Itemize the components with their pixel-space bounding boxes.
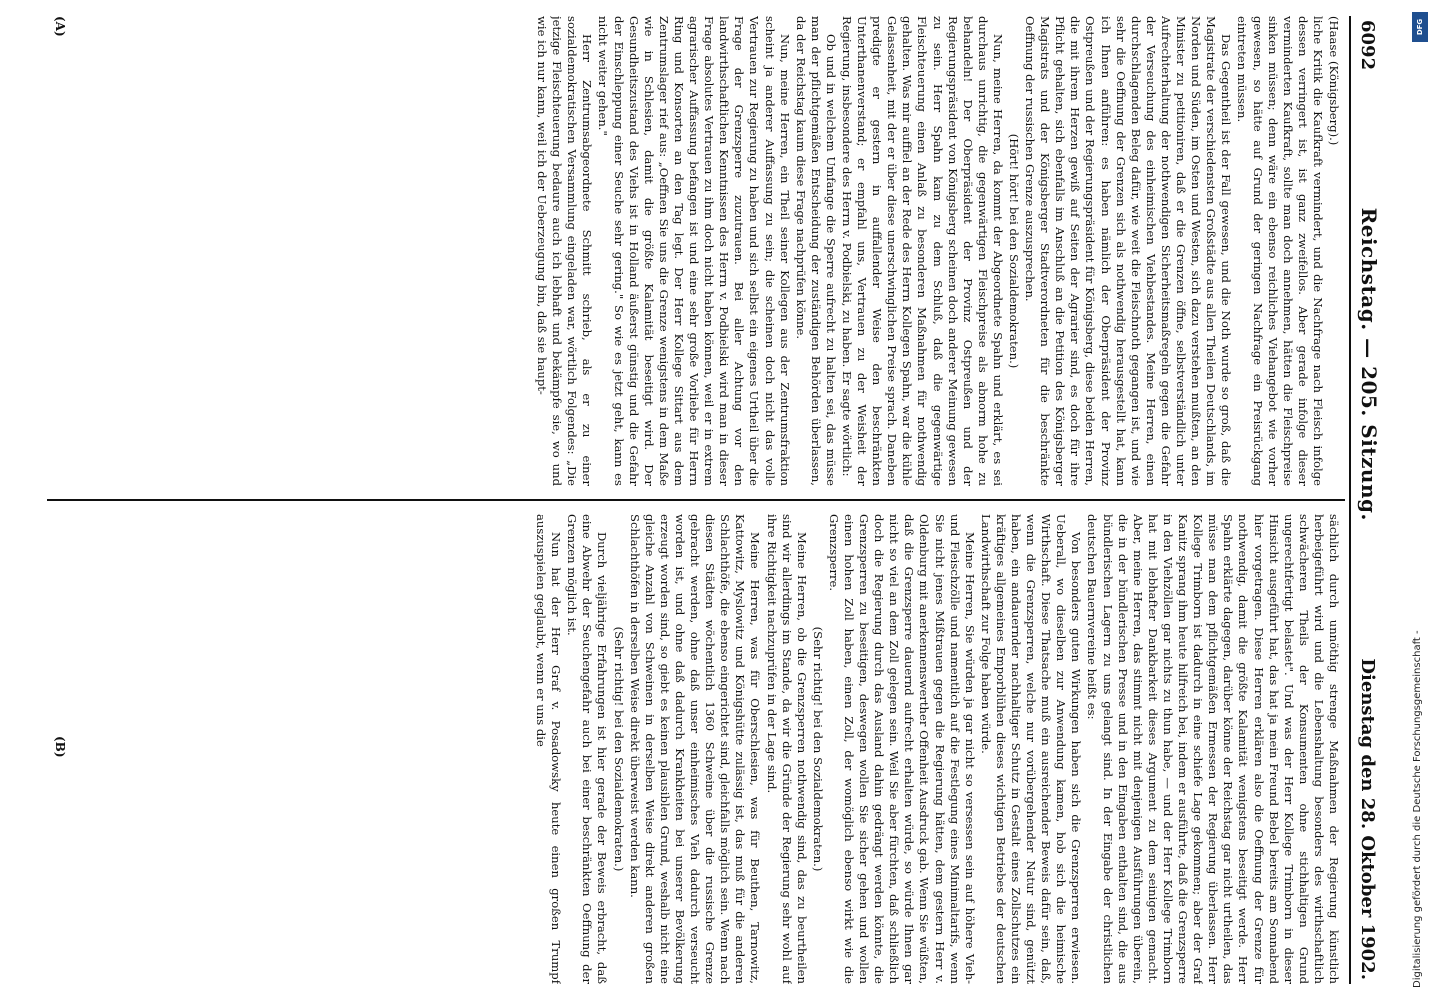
paragraph: Meine Herren, Sie würden ja gar nicht so versessen sein auf höhere Vieh- und Fleischzölle und namentlich auf die Festlegung eines Minimaltarifs, wenn Sie nicht jenes Mißtrauen gegen die Regierung hätten, dem gestern Herr v. Oldenburg mit anerkennenswerther Offenheit Ausdruck gab. Wenn Sie wüßten, daß die Grenzsperre dauernd aufrecht erhalten würde, so würde Ihnen gar nicht so viel an dem Zoll gelegen sein. Weil Sie aber fürchten, daß schließlich doch die Regierung durch das Ausland dahin gedrängt werden könnte, die Grenzsperren zu beseitigen, deswegen wollen Sie sicher gehen und wollen einen hohen Zoll haben, einen Zoll, der womöglich ebenso wirkt wie die Grenzsperre.	[826, 514, 977, 984]
interjection: (Sehr richtig! bei den Sozialdemokraten.)	[611, 626, 626, 872]
page-header	[1349, 16, 1397, 984]
paragraph: Meine Herren, ob die Grenzsperren nothwendig sind, das zu beurtheilen sind wir allerdings im Stande, da wir die Gründe der Regierung sehr wohl auf ihre Richtigkeit nachzuprüfen in der Lage sind.	[764, 514, 809, 984]
paragraph: Nun, meine Herren, da kommt der Abgeordnete Spahn und erklärt, es sei durchaus unrichtig, die gegenwärtigen Fleischpreise als abnorm hohe zu behandeln! Der Oberpräsident der Provinz Ostpreußen und der Regierungspräsident von Königsberg scheinen doch anderer Meinung gewesen zu sein. Herr Spahn kam zu dem Schluß, daß die gegenwärtige Fleischteuerung einen Anlaß zu besonderen Maßnahmen für nothwendig gehalten. Was mir auffiel an der Rede des Herrn Kollegen Spahn, war die kühle Gelassenheit, mit der er über diese unerschwinglichen Preise sprach. Daneben predigte er gestern in auffallender Weise den beschränkten Unterthanenverstand; er empfahl uns, Vertrauen zu der Weisheit der Regierung, insbesondere des Herrn v. Podbielski, zu haben. Er sagte wörtlich:	[840, 16, 1005, 486]
margin-marker-b: (B)	[53, 736, 67, 758]
digitization-watermark	[1408, 8, 1434, 988]
interjection: (Hört! hört! bei den Sozialdemokraten.)	[1007, 133, 1022, 369]
rotated-content	[42, 16, 1397, 984]
left-column	[51, 16, 1341, 486]
paragraph: Nun, meine Herren, ein Theil seiner Kollegen aus der Zentrumsfraktion scheint ja anderer Auffassung zu sein; die scheinen doch nicht das volle Vertrauen zur Regierung zu haben und sich selbst ein eigenes Urtheil über die Frage der Grenzsperre zuzutrauen. Bei aller Achtung vor den landwirthschaftlichen Kenntnissen des Herrn v. Podbielski wird man in dieser Frage absolutes Vertrauen zu ihm doch nicht haben können, weil er in extrem agrarischer Auffassung befangen ist und eine sehr große Vorliebe für Herrn Ring und Konsorten an den Tag legt. Der Herr Kollege Sittart aus dem Zentrumslager rief aus: „Oeffnen Sie uns die Grenze wenigstens in dem Maße wie in Schlesien, damit die größte Kalamität beseitigt wird. Der Gesundheitszustand des Viehs ist in Holland äußerst günstig und die Gefahr der Einschleppung einer Seuche sehr gering." So wie es jetzt geht, kann es nicht weiter gehen."	[596, 16, 792, 486]
paragraph: Meine Herren, was für Oberschlesien, was für Beuthen, Tarnowitz, Kattowitz, Myslowitz und Königshütte zulässig ist, das muß für die anderen Schlachthöfe, die ebenso eingerichtet sind, gleichfalls möglich sein. Wenn nach diesen Städten wöchentlich 1360 Schweine über die russische Grenze gebracht werden, ohne daß unser einheimisches Vieh dadurch verseucht worden ist, und ohne daß dadurch Krankheiten bei unserer Bevölkerung erzeugt worden sind, so giebt es keinen plausiblen Grund, weshalb nicht eine gleiche Anzahl von Schweinen in derselben Weise direkt anderen großen Schlachthöfen in derselben Weise direkt überweist werden kann.	[627, 514, 763, 984]
page-number: 6092	[1357, 20, 1378, 71]
paragraph: Das Gegentheil ist der Fall gewesen, und die Noth wurde so groß, daß die Magistrate der verschiedensten Großstädte aus allen Theilen Deutschlands, im Norden und Süden, im Osten und Westen, sich dazu verstehen mußten, an den Minister zu petitioniren, daß er die Grenzen öffne, selbstverständlich unter Aufrechterhaltung der nothwendigen Sicherheitsmaßregeln gegen die Gefahr der Verseuchung des einheimischen Viehbestandes. Meine Herren, einen durchschlagenden Beleg dafür, wie weit die Fleischnoth gegangen ist, und wie sehr die Oeffnung der Grenzen sich als nothwendig herausgestellt hat, kann ich Ihnen anführen: es haben nämlich der Oberpräsident der Provinz Ostpreußen und der Regierungspräsident für Königsberg, diese beiden Herren, die mit ihrem Herzen gewiß auf Seiten der Agrarier sind, es doch für ihre Pflicht gehalten, sich ebenfalls im Anschluß an die Petition des Königsberger Magistrats und der Königsberger Stadtverordneten für die beschränkte Oeffnung der russischen Grenze auszusprechen.	[1023, 16, 1234, 486]
right-column	[51, 514, 1341, 984]
watermark-text: Digitalisierung gefördert durch die Deutsche Forschungsgemeinschaft -	[1412, 630, 1423, 988]
paragraph: sächlich durch unnöthig strenge Maßnahmen der Regierung künstlich herbeigeführt wird und die Lebenshaltung besonders des wirthschaftlich schwächeren Theils der Konsumenten ohne stichhaltigen Grund ungerechtfertigt belastet". Und was der Herr Kollege Trimborn in dieser Hinsicht ausgeführt hat, das hat ja mein Freund Bebel bereits am Sonnabend hier vorgetragen. Diese Herren erklären also die Oeffnung der Grenze für nothwendig, damit die größte Kalamität wenigstens beseitigt werde. Herr Spahn erklärte dagegen, darüber könne der Reichstag gar nicht urtheilen, das müsse man dem pflichtgemäßen Ermessen der Regierung überlassen. Herr Kollege Trimborn ist dadurch in eine schiefe Lage gekommen; aber der Graf Kanitz sprang ihm heute hilfreich bei, indem er ausführte, daß die Grenzsperre in den Viehzöllen gar nichts zu thun habe, — und der Herr Kollege Trimborn hat mit lebhafter Dankbarkeit dieses Argument zu dem seinigen gemacht. Aber, meine Herren, das stimmt nicht mit denjenigen Ausführungen überein, die in der bündlerischen Presse und in den Eingaben enthalten sind, die aus bündlerischen Lagern zu uns gelangt sind. In der Eingabe der christlichen deutschen Bauernvereine heißt es:	[1085, 514, 1341, 984]
quotation: Von besonders guten Wirkungen haben sich die Grenzsperren erwiesen. Ueberall, wo dieselben zur Anwendung kamen, hob sich die heimische Wirthschaft. Diese Thatsache muß ein ausreichender Beweis dafür sein, daß, wenn die Grenzsperren, welche nur vorübergehender Natur sind, genützt haben, ein andauernder nachhaltiger Schutz in Gestalt eines Zollschutzes ein kräftiges allgemeines Emporblühen dieses wichtigen Betriebes der deutschen Landwirthschaft zur Folge haben würde.	[978, 514, 1084, 984]
interjection: (Sehr richtig! bei den Sozialdemokraten.)	[810, 626, 825, 872]
paragraph: Herr Zentrumsabgeordnete Schmitt schrieb, als er zu einer sozialdemokratischen Versammlung eingeladen war, wörtlich Folgendes: „Die jetzige Fleischteuerung bedaure auch ich lebhaft und bekämpfe sie, wo und wie ich nur kann, weil ich der Ueberzeugung bin, daß sie haupt-	[535, 16, 595, 486]
paragraph: Nun hat der Herr Graf v. Posadowsky heute einen großen Trumpf auszuspielen geglaubt, wenn er uns die	[534, 514, 564, 984]
paragraph: liche Kritik die Kaufkraft vermindert, und die Nachfrage nach Fleisch infolge dessen verringert ist, ist ganz zweifellos. Aber gerade infolge dieser verminderten Kaufkraft, sollte man doch annehmen, hätten die Fleischpreise sinken müssen; denn wäre ein ebenso reichliches Viehangebot wie vorher gewesen, so hätte auf Grund der geringen Nachfrage ein Preisrückgang eintreten müssen.	[1235, 16, 1325, 486]
paragraph: Durch vieljährige Erfahrungen ist hier gerade der Beweis erbracht, daß eine Abwehr der Seuchengefahr auch bei einer beschränkten Oeffnung der Grenzen möglich ist.	[565, 514, 610, 984]
page-title: Reichstag. — 205. Sitzung.	[1357, 207, 1381, 521]
column-divider	[47, 499, 1345, 501]
margin-marker-a: (A)	[53, 16, 67, 37]
page-date: Dienstag den 28. Oktober 1902.	[1357, 658, 1378, 980]
dfg-logo: DFG	[1412, 12, 1428, 42]
scanned-page	[42, 16, 1397, 984]
quotation: Ob und in welchem Umfange die Sperre aufrecht zu halten sei, das müsse man der pflichtgemäßen Entscheidung der zuständigen Behörden überlassen, da der Reichstag kaum diese Frage nachprüfen könne.	[793, 16, 838, 486]
speaker-label: (Haase (Königsberg).)	[1327, 16, 1341, 146]
